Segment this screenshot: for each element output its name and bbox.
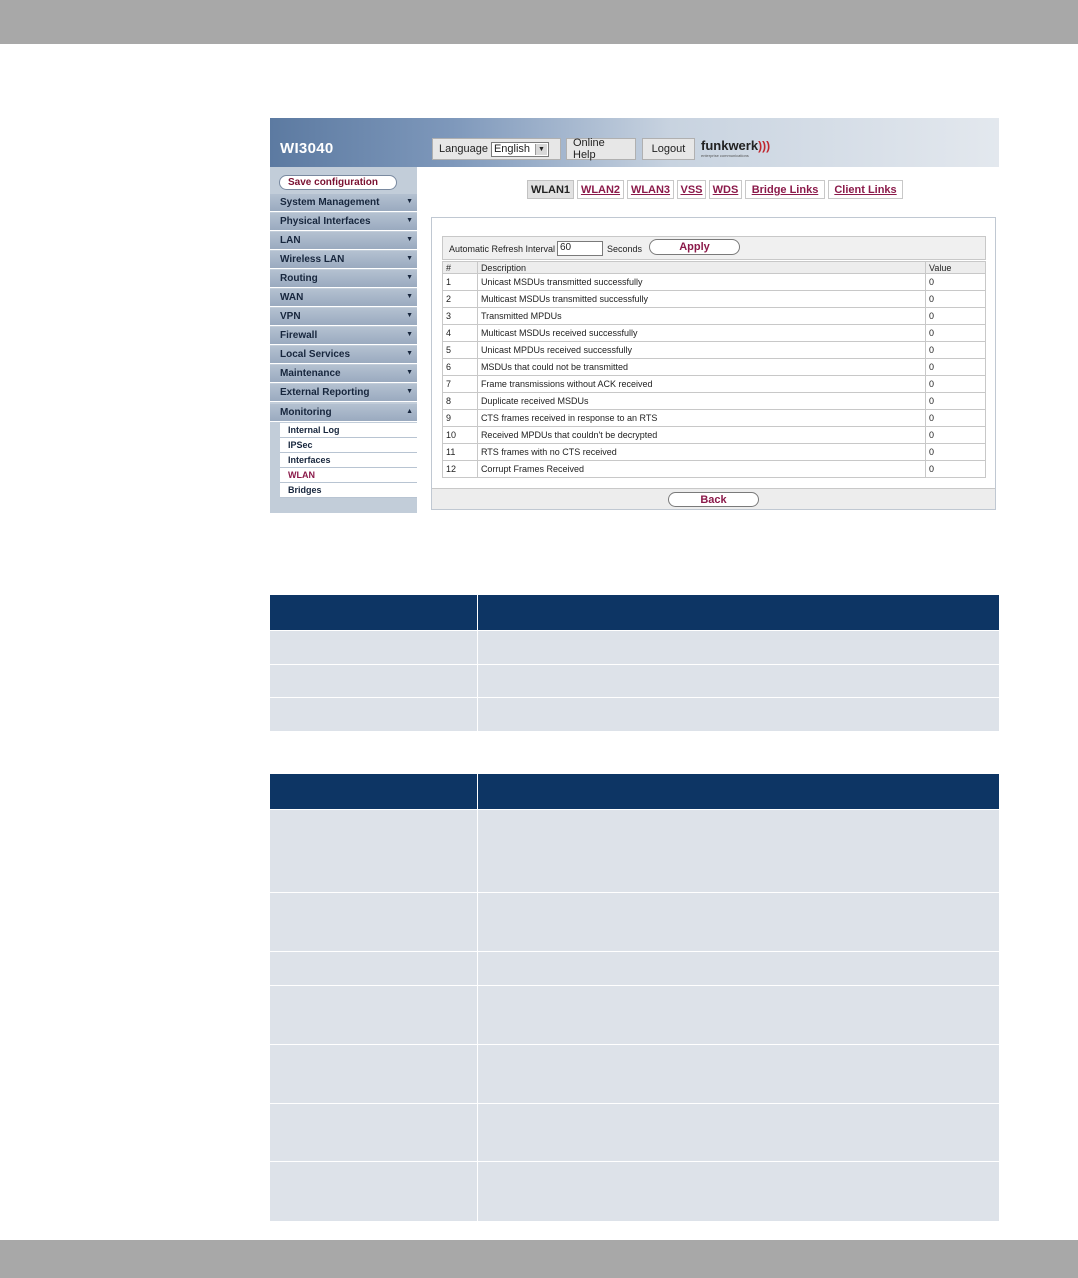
doc-cell [478,631,999,664]
row-number: 7 [443,376,478,393]
sidebar-subitem-internal-log[interactable]: Internal Log [280,423,417,438]
table-header-row [443,262,986,274]
router-screenshot [270,118,999,513]
table-row [443,325,986,342]
doc-cell [478,952,999,985]
sidebar-item-label: WAN [280,292,304,303]
table-row [443,393,986,410]
tab-client-links[interactable]: Client Links [828,180,903,199]
page-footer-band [0,1240,1078,1278]
sidebar-item-label: System Management [280,197,380,208]
table-row [443,308,986,325]
sidebar-subitem-bridges[interactable]: Bridges [280,483,417,498]
chevron-up-icon: ▲ [406,408,413,415]
sidebar-item-monitoring[interactable] [270,404,417,422]
doc-cell [270,1162,478,1221]
content-panel [431,217,996,510]
doc-cell [478,810,999,892]
row-value: 0 [926,427,986,444]
row-description: Unicast MPDUs received successfully [477,342,925,359]
sidebar-item-physical-interfaces[interactable] [270,213,417,231]
doc-cell [270,810,478,892]
row-value: 0 [926,325,986,342]
language-label: Language [439,143,488,155]
row-value: 0 [926,444,986,461]
device-logo: WI3040 [280,140,334,157]
row-number: 9 [443,410,478,427]
doc-table-row [270,1161,999,1221]
table-row [443,376,986,393]
row-number: 11 [443,444,478,461]
brand-name: funkwerk [701,138,759,153]
language-value: English [493,143,531,155]
sidebar-item-label: Wireless LAN [280,254,345,265]
row-number: 4 [443,325,478,342]
chevron-down-icon: ▼ [406,369,413,376]
sidebar-subitem-interfaces[interactable]: Interfaces [280,453,417,468]
table-row [443,274,986,291]
row-description: Transmitted MPDUs [477,308,925,325]
chevron-down-icon: ▼ [406,350,413,357]
sidebar-item-vpn[interactable] [270,308,417,326]
sidebar-item-label: External Reporting [280,387,370,398]
sidebar-item-system-management[interactable] [270,194,417,212]
doc-cell [478,698,999,731]
tab-wlan3[interactable]: WLAN3 [627,180,674,199]
sidebar-item-label: Maintenance [280,368,341,379]
language-box [432,138,561,160]
brand-logo [701,138,770,153]
footer-bar [432,488,995,509]
table-row [443,359,986,376]
row-value: 0 [926,308,986,325]
doc-cell [478,1104,999,1161]
doc-cell [270,631,478,664]
logout-button[interactable]: Logout [642,138,695,160]
chevron-down-icon: ▼ [406,293,413,300]
column-header-value: Value [926,262,986,274]
doc-table-row [270,985,999,1044]
row-description: Corrupt Frames Received [477,461,925,478]
sidebar-item-label: Local Services [280,349,351,360]
row-description: Multicast MSDUs received successfully [477,325,925,342]
chevron-down-icon: ▼ [406,331,413,338]
sidebar-subitem-ipsec[interactable]: IPSec [280,438,417,453]
doc-table-row [270,630,999,664]
sidebar-item-label: Physical Interfaces [280,216,371,227]
table-row [443,410,986,427]
sidebar-item-label: Monitoring [280,407,332,418]
doc-table-header [270,595,999,630]
doc-table-header [270,774,999,809]
doc-cell [478,1162,999,1221]
doc-cell [270,1104,478,1161]
tab-vss[interactable]: VSS [677,180,706,199]
row-value: 0 [926,410,986,427]
doc-cell [478,893,999,951]
row-number: 6 [443,359,478,376]
row-description: Received MPDUs that couldn't be decrypted [477,427,925,444]
tab-wlan2[interactable]: WLAN2 [577,180,624,199]
column-header-description: Description [477,262,925,274]
row-number: 5 [443,342,478,359]
row-description: Duplicate received MSDUs [477,393,925,410]
column-header-number: # [443,262,478,274]
page-header-band [0,0,1078,44]
row-number: 1 [443,274,478,291]
row-number: 2 [443,291,478,308]
sidebar-item-local-services[interactable] [270,346,417,364]
sidebar-item-label: LAN [280,235,301,246]
doc-cell [270,1045,478,1103]
doc-cell [270,698,478,731]
doc-table-2 [270,774,999,1221]
sidebar-item-label: Firewall [280,330,318,341]
doc-header-cell [270,595,478,630]
chevron-down-icon: ▼ [406,217,413,224]
doc-header-cell [270,774,478,809]
doc-table-1 [270,595,999,731]
row-description: Frame transmissions without ACK received [477,376,925,393]
language-select[interactable] [491,142,549,157]
doc-cell [478,665,999,697]
row-description: RTS frames with no CTS received [477,444,925,461]
chevron-down-icon: ▼ [406,198,413,205]
sidebar-item-wan[interactable] [270,289,417,307]
row-value: 0 [926,393,986,410]
sidebar-item-external-reporting[interactable] [270,384,417,402]
back-button[interactable]: Back [668,492,759,507]
doc-cell [478,1045,999,1103]
chevron-down-icon: ▼ [406,388,413,395]
refresh-unit-label: Seconds [607,244,643,254]
sidebar-item-label: VPN [280,311,301,322]
doc-cell [270,893,478,951]
doc-cell [270,986,478,1044]
chevron-down-icon: ▼ [535,144,547,155]
sidebar-item-wireless-lan[interactable] [270,251,417,269]
refresh-bar [442,236,986,260]
doc-table-row [270,1044,999,1103]
row-description: Multicast MSDUs transmitted successfully [477,291,925,308]
sidebar-item-label: Routing [280,273,318,284]
apply-button[interactable]: Apply [649,239,740,255]
row-description: MSDUs that could not be transmitted [477,359,925,376]
table-row [443,461,986,478]
row-number: 10 [443,427,478,444]
doc-cell [270,952,478,985]
doc-table-row [270,664,999,697]
tab-bridge-links[interactable]: Bridge Links [745,180,825,199]
chevron-down-icon: ▼ [406,274,413,281]
row-value: 0 [926,274,986,291]
chevron-down-icon: ▼ [406,312,413,319]
row-value: 0 [926,461,986,478]
row-value: 0 [926,342,986,359]
sidebar-item-lan[interactable] [270,232,417,250]
wlan-stats-table [442,261,986,478]
table-row [443,342,986,359]
brand-subtitle: enterprise communications [701,153,749,158]
row-value: 0 [926,359,986,376]
row-number: 8 [443,393,478,410]
row-value: 0 [926,291,986,308]
table-row [443,427,986,444]
online-help-button[interactable]: Online Help [566,138,636,160]
row-description: CTS frames received in response to an RTS [477,410,925,427]
doc-table-row [270,1103,999,1161]
doc-table-row [270,951,999,985]
row-value: 0 [926,376,986,393]
row-number: 3 [443,308,478,325]
doc-table-row [270,809,999,892]
doc-table-row [270,697,999,731]
chevron-down-icon: ▼ [406,255,413,262]
sidebar-subitem-wlan[interactable]: WLAN [280,468,417,483]
tab-wds[interactable]: WDS [709,180,742,199]
doc-header-cell [478,595,999,630]
save-configuration-button[interactable]: Save configuration [279,175,397,190]
sidebar [270,167,417,513]
sidebar-item-maintenance[interactable] [270,365,417,383]
app-header [270,118,999,167]
chevron-down-icon: ▼ [406,236,413,243]
brand-waves-icon: ))) [758,139,771,153]
doc-table-row [270,892,999,951]
sidebar-item-firewall[interactable] [270,327,417,345]
doc-cell [478,986,999,1044]
row-number: 12 [443,461,478,478]
sidebar-item-routing[interactable] [270,270,417,288]
tab-wlan1[interactable]: WLAN1 [527,180,574,199]
table-row [443,291,986,308]
refresh-interval-input[interactable]: 60 [557,241,603,256]
doc-header-cell [478,774,999,809]
refresh-interval-label: Automatic Refresh Interval [449,244,556,254]
doc-cell [270,665,478,697]
table-row [443,444,986,461]
row-description: Unicast MSDUs transmitted successfully [477,274,925,291]
